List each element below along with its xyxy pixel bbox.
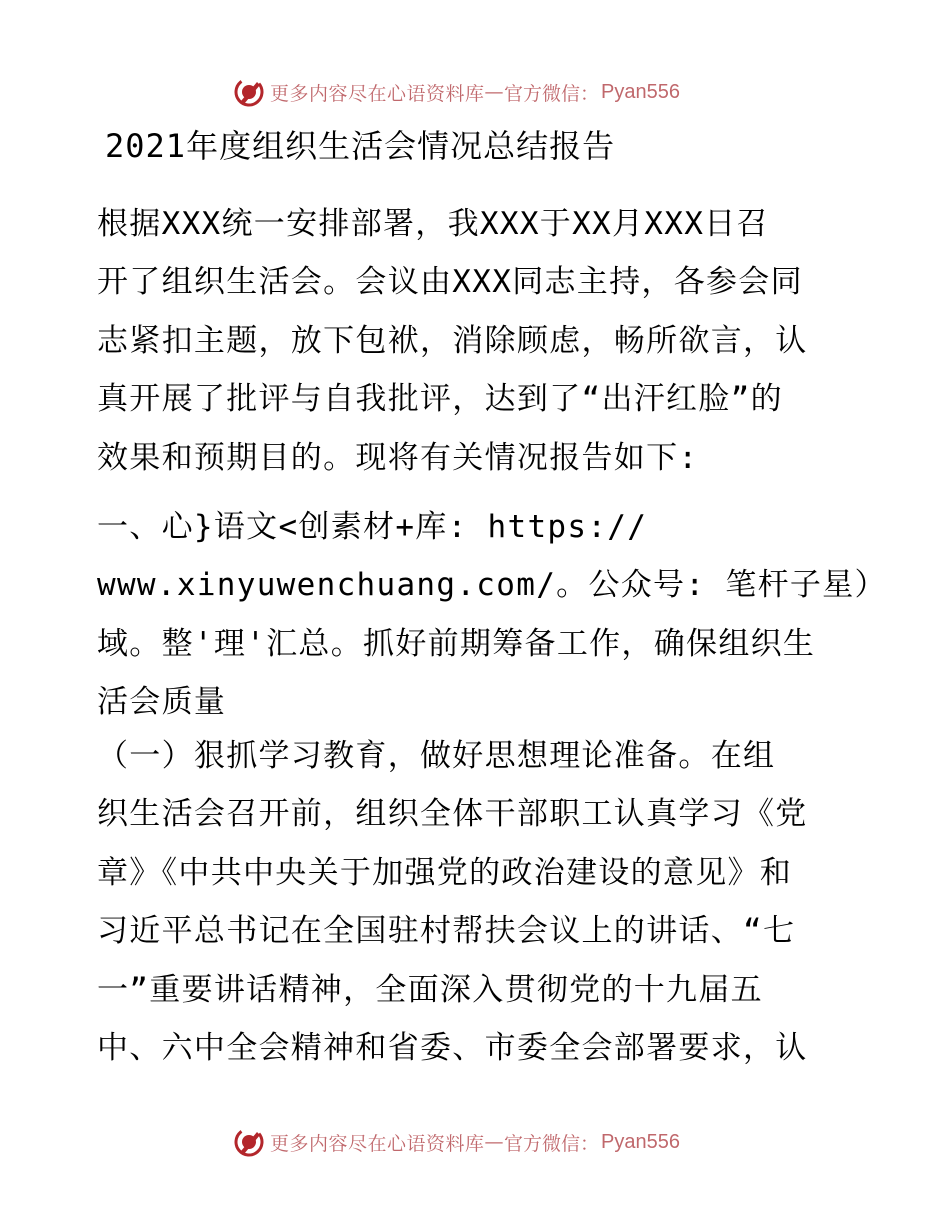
document-title: 2021年度组织生活会情况总结报告: [105, 127, 616, 165]
paragraph-line: 根据XXX统一安排部署，我XXX于XX月XXX日召: [97, 206, 769, 242]
paragraph-line: 织生活会召开前，组织全体干部职工认真学习《党: [97, 796, 808, 833]
paragraph-line: 一、心}语文<创素材+库: https://: [97, 509, 648, 545]
paragraph-section-one: [97, 498, 887, 732]
pen-logo-icon: [232, 1125, 266, 1159]
watermark-wechat-label: 官方微信：: [504, 82, 600, 105]
paragraph-line: 真开展了批评与自我批评，达到了“出汗红脸”的: [97, 381, 783, 418]
watermark-text: 更多内容尽在心语资料库: [270, 82, 485, 105]
paragraph-line: 中、六中全会精神和省委、市委全会部署要求，认: [97, 1029, 808, 1066]
paragraph-line: 域。整'理'汇总。抓好前期筹备工作，确保组织生: [97, 625, 816, 662]
watermark-wechat-id: Pyan556: [601, 80, 680, 103]
paragraph-line: 章》《中共中央关于加强党的政治建设的意见》和: [97, 854, 793, 891]
footer-watermark: [232, 1122, 680, 1162]
pen-logo-icon: [232, 75, 266, 109]
paragraph-line: www.xinyuwenchuang.com/。公众号: 笔杆子星）: [97, 567, 887, 604]
paragraph-intro: [97, 195, 857, 487]
watermark-text: 更多内容尽在心语资料库: [270, 1132, 485, 1155]
paragraph-subsection-one: [97, 727, 857, 1077]
watermark-dash: —: [484, 81, 505, 103]
paragraph-line: 志紧扣主题，放下包袱，消除顾虑，畅所欲言，认: [97, 322, 808, 359]
paragraph-line: 开了组织生活会。会议由XXX同志主持，各参会同: [97, 264, 803, 301]
paragraph-line: （一）狠抓学习教育，做好思想理论准备。在组: [97, 738, 776, 774]
paragraph-line: 活会质量: [97, 684, 227, 721]
watermark-dash: —: [484, 1131, 505, 1153]
paragraph-line: 效果和预期目的。现将有关情况报告如下:: [97, 439, 699, 476]
header-watermark: [232, 72, 680, 112]
paragraph-line: 一”重要讲话精神，全面深入贯彻党的十九届五: [97, 971, 763, 1008]
watermark-wechat-id: Pyan556: [601, 1130, 680, 1153]
paragraph-line: 习近平总书记在全国驻村帮扶会议上的讲话、“七: [97, 913, 796, 950]
watermark-wechat-label: 官方微信：: [504, 1132, 600, 1155]
